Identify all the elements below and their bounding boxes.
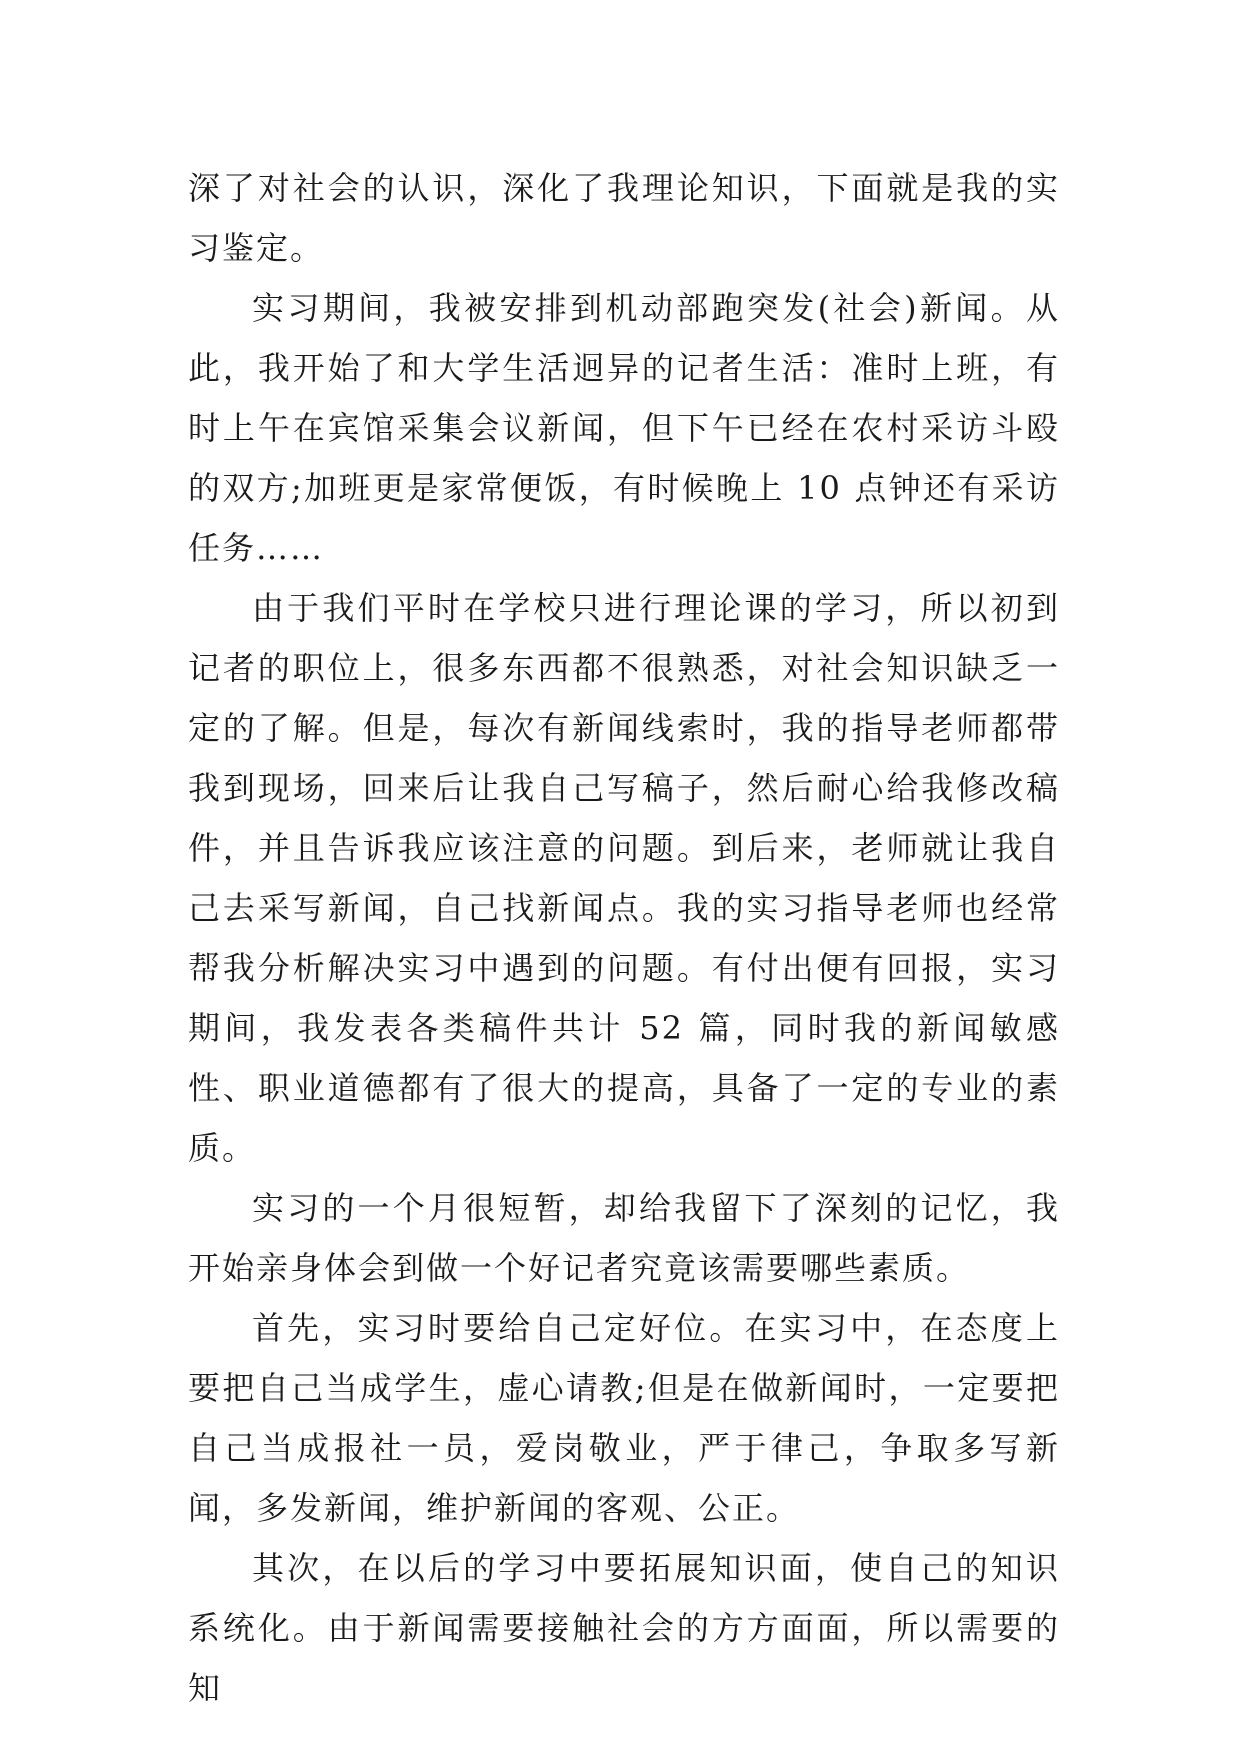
body-text: [188, 158, 1060, 1718]
paragraph-4: 实习的一个月很短暂，却给我留下了深刻的记忆，我开始亲身体会到做一个好记者究竟该需要哪些素质。: [188, 1189, 1060, 1287]
paragraph-5: 首先，实习时要给自己定好位。在实习中，在态度上要把自己当成学生，虚心请教;但是在做新闻时，一定要把自己当成报社一员，爱岗敬业，严于律己，争取多写新闻，多发新闻，维护新闻的客观、公正。: [188, 1309, 1060, 1527]
paragraph-2: 实习期间，我被安排到机动部跑突发(社会)新闻。从此，我开始了和大学生活迥异的记者生活：准时上班，有时上午在宾馆采集会议新闻，但下午已经在农村采访斗殴的双方;加班更是家常便饭，有时候晚上 10 点钟还有采访任务……: [188, 289, 1060, 567]
paragraph-1: 深了对社会的认识，深化了我理论知识，下面就是我的实习鉴定。: [188, 169, 1060, 267]
paragraph-6: 其次，在以后的学习中要拓展知识面，使自己的知识系统化。由于新闻需要接触社会的方方面面，所以需要的知: [188, 1549, 1060, 1707]
paragraph-3: 由于我们平时在学校只进行理论课的学习，所以初到记者的职位上，很多东西都不很熟悉，对社会知识缺乏一定的了解。但是，每次有新闻线索时，我的指导老师都带我到现场，回来后让我自己写稿子，然后耐心给我修改稿件，并且告诉我应该注意的问题。到后来，老师就让我自己去采写新闻，自己找新闻点。我的实习指导老师也经常帮我分析解决实习中遇到的问题。有付出便有回报，实习期间，我发表各类稿件共计 52 篇，同时我的新闻敏感性、职业道德都有了很大的提高，具备了一定的专业的素质。: [188, 589, 1060, 1167]
